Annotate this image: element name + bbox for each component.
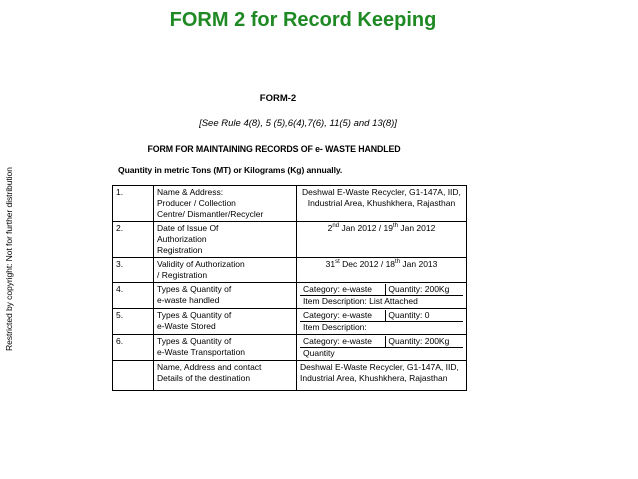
- row-number: 3.: [113, 258, 154, 283]
- row-number: 5.: [113, 309, 154, 335]
- table-row: [113, 309, 467, 335]
- row-label: Types & Quantity of e-waste handled: [154, 283, 297, 309]
- form-number: FORM-2: [259, 93, 297, 104]
- row-label: Types & Quantity of e-Waste Transportation: [154, 335, 297, 361]
- row-value: Category: e-waste Quantity: 200Kg Item Description: List Attached: [297, 283, 467, 309]
- row-value: Deshwal E-Waste Recycler, G1-147A, IID, Industrial Area, Khushkhera, Rajasthan: [297, 361, 467, 391]
- table-row: [113, 335, 467, 361]
- rule-reference: [See Rule 4(8), 5 (5),6(4),7(6), 11(5) and 13(8)]: [199, 118, 397, 129]
- row-number: 2.: [113, 222, 154, 258]
- row-number: 1.: [113, 186, 154, 222]
- table-row: [113, 258, 467, 283]
- page-title: FORM 2 for Record Keeping: [169, 9, 437, 31]
- row-number: 6.: [113, 335, 154, 361]
- row-label: Date of Issue Of Authorization Registration: [154, 222, 297, 258]
- row-value: Deshwal E-Waste Recycler, G1-147A, IID, Industrial Area, Khushkhera, Rajasthan: [297, 186, 467, 222]
- table-row: [113, 361, 467, 391]
- record-table: [112, 185, 467, 391]
- row-label: Name, Address and contact Details of the destination: [154, 361, 297, 391]
- row-value: Category: e-waste Quantity: 0 Item Description:: [297, 309, 467, 335]
- table-row: [113, 283, 467, 309]
- row-label: Name & Address: Producer / Collection Centre/ Dismantler/Recycler: [154, 186, 297, 222]
- quantity-note: Quantity in metric Tons (MT) or Kilograms (Kg) annually.: [118, 165, 343, 175]
- row-label: Types & Quantity of e-Waste Stored: [154, 309, 297, 335]
- row-value: 31st Dec 2012 / 18th Jan 2013: [297, 258, 467, 283]
- table-row: [113, 186, 467, 222]
- table-row: [113, 222, 467, 258]
- copyright-note: Restricted by copyright: Not for further distribution: [4, 167, 14, 351]
- row-number: 4.: [113, 283, 154, 309]
- row-value: 2nd Jan 2012 / 19th Jan 2012: [297, 222, 467, 258]
- form-heading: FORM FOR MAINTAINING RECORDS OF e- WASTE HANDLED: [147, 144, 401, 154]
- row-value: Category: e-waste Quantity: 200Kg Quantity: [297, 335, 467, 361]
- row-label: Validity of Authorization / Registration: [154, 258, 297, 283]
- row-number: [113, 361, 154, 391]
